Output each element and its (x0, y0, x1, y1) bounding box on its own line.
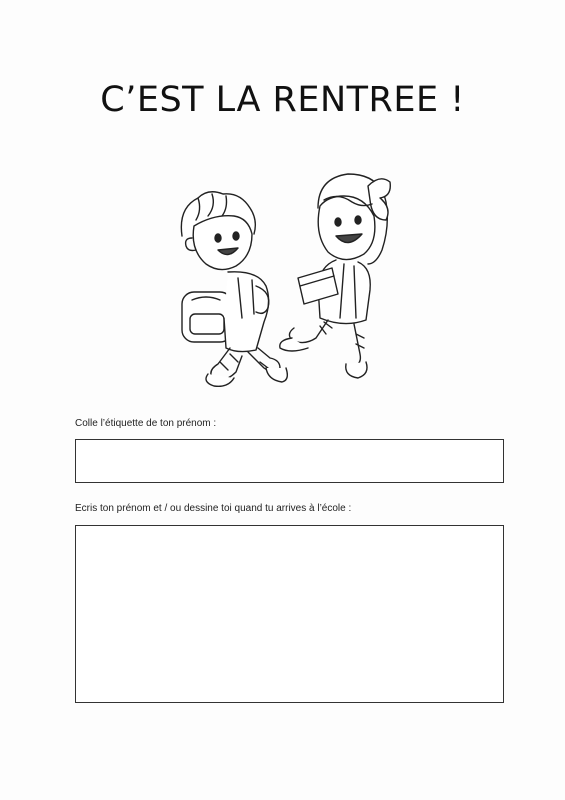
drawing-box[interactable] (75, 525, 504, 703)
name-label-prompt: Colle l’étiquette de ton prénom : (75, 418, 217, 429)
drawing-prompt: Ecris ton prénom et / ou dessine toi quand tu arrives à l’école : (75, 503, 352, 514)
page-title: C’EST LA RENTREE ! (100, 80, 465, 120)
girl-drawing (280, 174, 391, 378)
name-label-box[interactable] (75, 439, 504, 483)
children-going-to-school-icon (168, 168, 408, 396)
boy-drawing (181, 192, 287, 387)
